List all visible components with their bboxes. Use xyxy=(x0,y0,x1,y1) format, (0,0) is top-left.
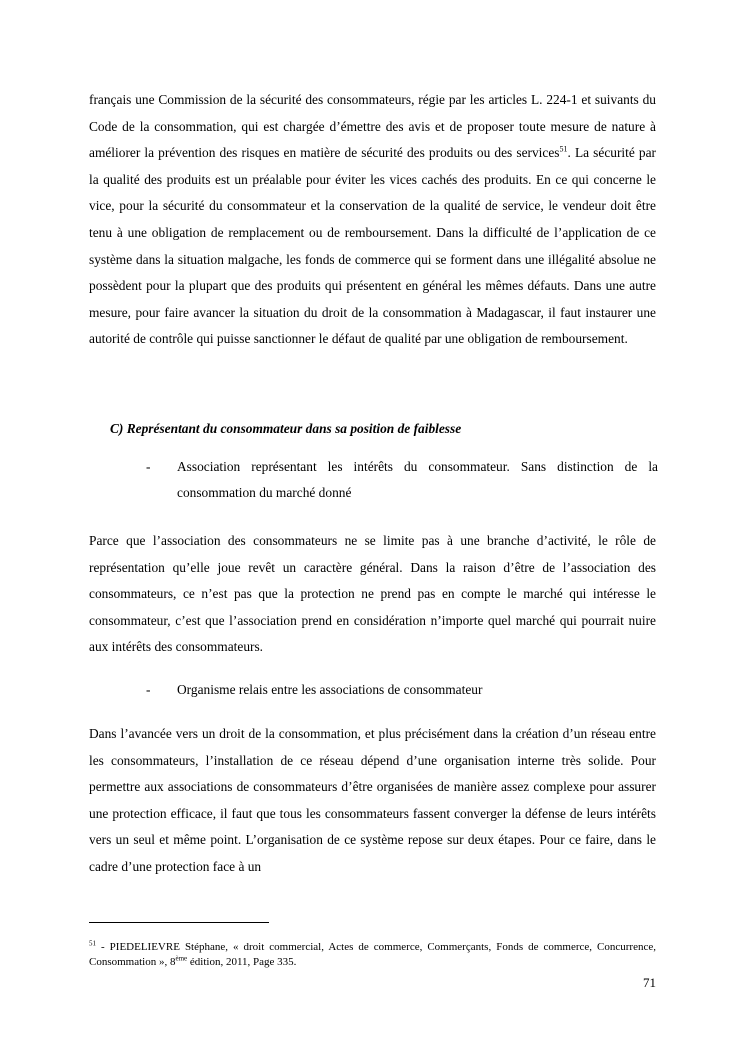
page-number: 71 xyxy=(643,975,656,990)
paragraph-consumer-network: Dans l’avancée vers un droit de la consommation, et plus précisément dans la création d’un réseau entre les consommateurs, l’installation de ce réseau dépend d’une organisation interne très solide. Pour permettre aux associations de consommateurs d’être organisées de manière assez complexe pour assurer une protection efficace, il faut que tous les consommateurs fassent converger la défense de leurs intérêts vers un seul et même point. L’organisation de ce système repose sur deux étapes. Pour ce faire, dans le cadre d’une protection face à un xyxy=(89,726,656,874)
paragraph-1-text-end: . La sécurité par la qualité des produits est un préalable pour éviter les vices cachés des produits. En ce qui concerne le vice, pour la sécurité du consommateur et la conservation de la qualité de service, le vendeur doit être tenu à une obligation de remplacement ou de remboursement. Dans la difficulté de l’application de ce système dans la situation malgache, les fonds de commerce qui se forment dans une illégalité absolue ne possèdent pour la plupart que des produits qui présentent en général les mêmes défauts. Dans une autre mesure, pour faire avancer la situation du droit de la consommation à Madagascar, il faut instaurer une autorité de contrôle qui puisse sanctionner le défaut de qualité par une obligation de remboursement. xyxy=(89,145,657,347)
footnote-text-end: édition, 2011, Page 335. xyxy=(187,955,297,968)
paragraph-safety-commission xyxy=(89,87,656,353)
footnote-reference-51: 51 xyxy=(559,144,568,154)
paragraph-1-text-start: français une Commission de la sécurité des consommateurs, régie par les articles L. 224-1 et suivants du Code de la consommation, qui est chargée d’émettre des avis et de proposer toute mesure de nature à améliorer la prévention des risques en matière de sécurité des produits ou des services xyxy=(89,92,656,161)
section-heading-c: C) Représentant du consommateur dans sa position de faiblesse xyxy=(110,421,462,436)
paragraph-association-role: Parce que l’association des consommateurs ne se limite pas à une branche d’activité, le rôle de représentation qu’elle joue revêt un caractère général. Dans la raison d’être de l’association des consommateurs, ce n’est pas que la protection ne prend pas en compte le marché qui intéresse le consommateur, c’est que l’association prend en considération n’importe quel marché qui pourrait nuire aux intérêts des consommateurs. xyxy=(89,533,656,655)
bullet-item-association xyxy=(146,454,658,506)
bullet-text-relay-organism: Organisme relais entre les associations de consommateur xyxy=(177,682,483,697)
footnote-text-start: - PIEDELIEVRE Stéphane, « droit commercial, Actes de commerce, Commerçants, Fonds de commerce, Concurrence, Consommation », 8 xyxy=(89,941,656,968)
footnote-51 xyxy=(89,940,656,969)
bullet-item-relay-organism xyxy=(146,677,658,703)
footnote-number: 51 xyxy=(89,939,96,948)
footnote-separator xyxy=(89,922,269,923)
bullet-dash: - xyxy=(146,459,151,474)
bullet-text-association: Association représentant les intérêts du consommateur. Sans distinction de la consommation du marché donné xyxy=(177,459,658,500)
bullet-dash: - xyxy=(146,682,151,697)
footnote-edition-superscript: ème xyxy=(175,953,188,962)
